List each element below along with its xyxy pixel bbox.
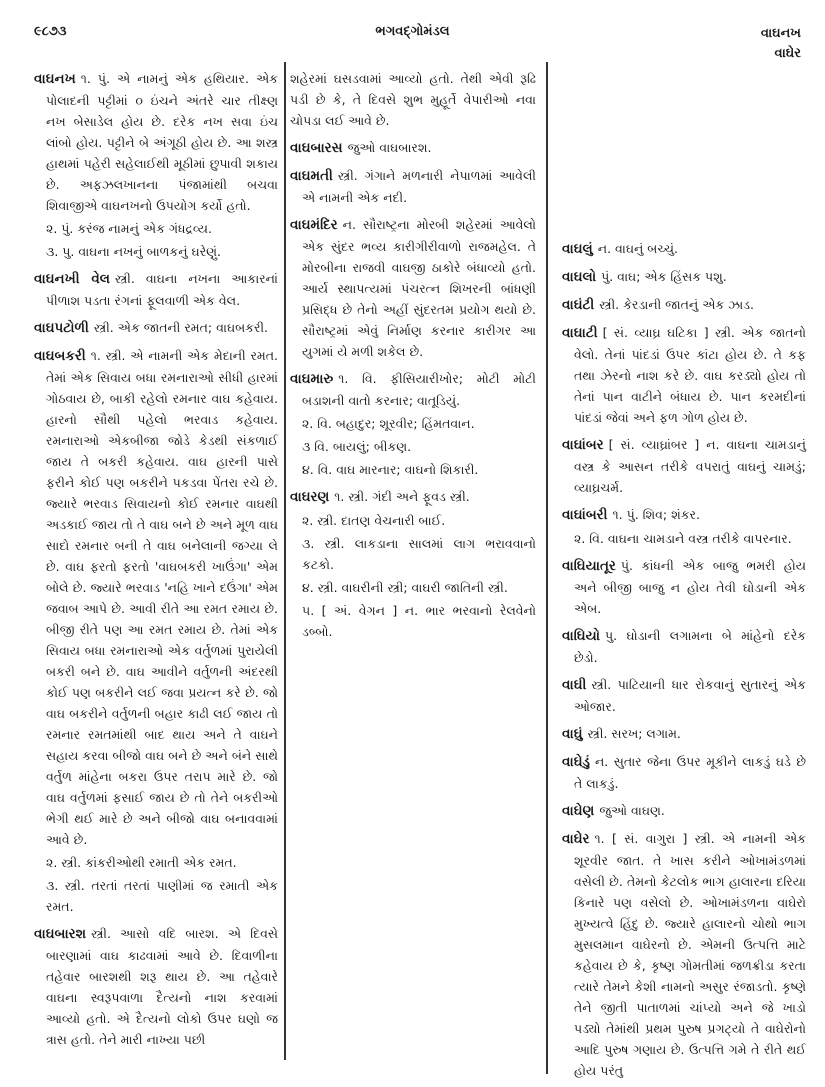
dictionary-entry xyxy=(290,368,536,480)
entry-definition: ૨. વિ. વાઘના ચામડાને વસ્ત્ર તરીકે વાપરનાર. xyxy=(574,531,792,546)
entry-headword: વાઘેણ xyxy=(562,803,595,819)
column-right xyxy=(562,238,806,1087)
entry-headword: વાઘંટી xyxy=(562,297,595,313)
entry-definition: ૩. પુ. વાઘના નખનું બાળકનું ઘરેણું. xyxy=(46,244,222,259)
entry-definition: સ્ત્રી. વાઘના નખના આકારનાં પીળાશ પડતા રંગનાં ફૂલવાળી એક વેલ. xyxy=(46,271,278,308)
entry-headword: વાઘલું xyxy=(562,241,593,257)
entry-definition: સ્ત્રી. કેરડાની જાતનું એક ઝાડ. xyxy=(599,297,755,312)
entry-headword: વાઘનખ xyxy=(34,71,76,87)
entry-definition: સ્ત્રી. આસો વદિ બારશ. એ દિવસે બારણામાં વાઘ કાઢવામાં આવે છે. દિવાળીના તહેવાર બારશથી શરૂ થાય છે. આ તહેવારે વાઘના સ્વરૂપવાળા દૈત્યનો નાશ કરવામાં આવ્યો હતો. એ દૈત્યનો લોકો ઉપર ઘણો જ ત્રાસ હતો. તેને મારી નાખ્યા પછી xyxy=(46,926,278,1047)
entry-definition: પું. કાંધની એક બાજુ ભમરી હોય અને બીજી બાજુ ન હોય તેવી ઘોડાની એક એબ. xyxy=(574,558,806,616)
dictionary-entry xyxy=(562,723,806,745)
entry-headword: વાઘાટી xyxy=(562,325,598,341)
entry-headword: વાઘિયો xyxy=(562,628,601,644)
dictionary-entry xyxy=(290,214,536,362)
dictionary-entry xyxy=(562,674,806,717)
dictionary-entry xyxy=(34,317,278,339)
dictionary-entry xyxy=(34,345,278,917)
dictionary-entry xyxy=(562,238,806,260)
entry-headword: વાઘમારુ xyxy=(290,371,334,387)
entry-definition: સ્ત્રી. સરખ; લગામ. xyxy=(587,726,681,741)
column-divider xyxy=(546,62,548,1074)
entry-definition: ૩ વિ. બાયલું; બીકણ. xyxy=(302,439,412,454)
dictionary-entry xyxy=(290,486,536,642)
book-title: ભગવદ્ગોમંડલ xyxy=(375,24,450,39)
entry-definition: પુ. ઘોડાની લગામના બે માંહેનો દરેક છેડો. xyxy=(574,628,806,665)
dictionary-entry xyxy=(562,828,806,1081)
entry-definition: ૨. પું. કરંજ નામનું એક ગંધદ્રવ્ય. xyxy=(46,221,212,236)
dictionary-entry xyxy=(290,165,536,208)
entry-definition: ૧. પું. શિવ; શંકર. xyxy=(612,507,700,522)
dictionary-entry xyxy=(562,266,806,288)
dictionary-entry xyxy=(290,68,536,131)
entry-headword: વાઘમંદિર xyxy=(290,217,338,233)
dictionary-entry xyxy=(562,625,806,668)
entry-definition: ૧. સ્ત્રી. ગંદી અને ફૂવડ સ્ત્રી. xyxy=(334,489,470,504)
dictionary-entry xyxy=(562,434,806,498)
entry-headword: વાઘબકરી xyxy=(34,348,86,364)
entry-headword: વાઘાંબર xyxy=(562,437,604,453)
entry-definition: ૪. સ્ત્રી. વાઘરીની સ્ત્રી; વાઘરી જાતિની સ્ત્રી. xyxy=(302,580,508,595)
entry-definition: શહેરમાં ઘસડવામાં આવ્યો હતો. તેથી એવી રૂઢિ પડી છે કે, તે દિવસે શુભ મુહૂર્તે વેપારીઓ નવા ચોપડા લઈ આવે છે. xyxy=(290,71,536,128)
entry-headword: વાઘું xyxy=(562,726,583,742)
column-divider xyxy=(284,62,286,1060)
dictionary-entry xyxy=(562,294,806,316)
page-number: ૯૮૭૩ xyxy=(34,24,67,39)
entry-headword: વાઘેર xyxy=(562,831,590,847)
entry-definition: ૧. [ સં. વાગુરા ] સ્ત્રી. એ નામની એક શૂરવીર જાત. તે ખાસ કરીને ઓખામંડળમાં વસેલી છે. તેમનો કેટલોક ભાગ હાલારના દરિયા કિનારે પણ વસેલો છે. ઓખામંડળના વાઘેરો મુખ્યત્વે હિંદુ છે. જ્યારે હાલારનો ચોથો ભાગ મુસલમાન વાઘેરનો છે. એમની ઉત્પત્તિ માટે કહેવાય છે કે, કૃષ્ણ ગોમતીમાં જળક્રીડા કરતા ત્યારે તેમને કેશી નામનો અસુર રંજાડતો. કૃષ્ણે તેને જીતી પાતાળમાં ચાંપ્યો અને જે ખાડો પડ્યો તેમાંથી પ્રથમ પુરુષ પ્રગટ્યો તે વાઘેરોનો આદિ પુરુષ ગણાય છે. ઉત્પત્તિ ગમે તે રીતે થઈ હોય પરંતુ xyxy=(574,831,806,1078)
entry-definition: ન. વાઘનું બચ્ચું. xyxy=(597,241,679,256)
entry-definition: સ્ત્રી. પાટિયાની ધાર રોકવાનું સુતારનું એક ઓજાર. xyxy=(574,677,806,714)
entry-definition: [ સં. વ્યાઘ્ર ઘટિકા ] સ્ત્રી. એક જાતનો વેલો. તેનાં પાંદડાં ઉપર કાંટા હોય છે. તે કફ તથા ઝેરનો નાશ કરે છે. વાઘ કરડ્યો હોય તો તેનાં પાન વાટીને બંધાય છે. પાન કરમદીનાં પાંદડાં જેવાં અને ફળ ગોળ હોય છે. xyxy=(574,325,806,425)
column-left xyxy=(34,68,278,1056)
dictionary-entry xyxy=(562,322,806,428)
entry-definition: જુઓ વાઘણ. xyxy=(599,803,665,818)
entry-headword: વાઘરણ xyxy=(290,489,330,505)
dictionary-entry xyxy=(562,504,806,549)
entry-definition: સ્ત્રી. એક જાતની રમત; વાઘબકરી. xyxy=(93,320,268,335)
dictionary-entry xyxy=(34,268,278,311)
entry-headword: વાઘાંબરી xyxy=(562,507,608,523)
guide-word-last: વાઘેર xyxy=(774,46,801,61)
entry-headword: વાઘનખી વેલ xyxy=(34,271,110,287)
entry-definition: ૧. સ્ત્રી. એ નામની એક મેદાની રમત. તેમાં એક સિવાય બધા રમનારાઓ સીધી હારમાં ગોઠવાય છે, બાકી રહેલો રમનાર વાઘ કહેવાય. હારનો સૌથી પહેલો ભરવાડ કહેવાય. રમનારાઓ એકબીજા જોડે કેડથી સંકળાઈ જાય તે બકરી કહેવાય. વાઘ હારની પાસે ફરીને કોઈ પણ બકરીને પકડવા પેંતરા રચે છે. જ્યારે ભરવાડ સિવાયનો કોઈ રમનાર વાઘથી અડકાઈ જાય તો તે વાઘ બને છે અને મૂળ વાઘ સાદો રમનાર બની તે વાઘ બનેલાની જગ્યા લે છે. વાઘ ફરતો ફરતો 'વાઘબકરી ખાઉંગા' એમ બોલે છે. જ્યારે ભરવાડ 'નહિ ખાને દઉંગા' એમ જવાબ આપે છે. આવી રીતે આ રમત રમાય છે. બીજી રીતે પણ આ રમત રમાય છે. તેમાં એક સિવાય બધા રમનારાઓ એક વર્તુળમાં પુરાયેલી બકરી બને છે. વાઘ આવીને વર્તુળની અંદરથી કોઈ પણ બકરીને લઈ જવા પ્રયત્ન કરે છે. જો વાઘ બકરીને વર્તુળની બહાર કાઢી લઈ જાય તો રમનાર રમતમાંથી બાદ થાય અને તે વાઘને સહાય કરવા બીજો વાઘ બને છે અને બંને સાથે વર્તુળ માંહેના બકરા ઉપર તરાપ મારે છે. જો વાઘ વર્તુળમાં ફસાઈ જાય છે તો તેને બકરીઓ ભેગી થઈ મારે છે અને બીજો વાઘ બનાવવામાં આવે છે. xyxy=(46,348,278,847)
dictionary-entry xyxy=(34,68,278,262)
entry-definition: જુઓ વાઘબારશ. xyxy=(347,140,432,155)
entry-headword: વાઘબારશ xyxy=(34,926,87,942)
dictionary-entry xyxy=(290,137,536,159)
entry-definition: ૧. વિ. ફીસિયારીખોર; મોટી મોટી બડાશની વાતો કરનાર; વાતૂડિયું. xyxy=(302,371,536,408)
guide-words xyxy=(761,24,801,64)
entry-definition: ૨. વિ. બહાદુર; શૂરવીર; હિંમતવાન. xyxy=(302,416,475,431)
entry-definition: ૨. સ્ત્રી. કાંકરીઓથી રમાતી એક રમત. xyxy=(46,855,237,870)
entry-definition: ૧. પું. એ નામનું એક હથિયાર. એક પોલાદની પટ્ટીમાં ૦ ઇંચને અંતરે ચાર તીક્ષ્ણ નખ બેસાડેલ હોય છે. દરેક નખ સવા ઇંચ લાંબો હોય. પટ્ટીને બે અંગૂઠી હોય છે. આ શસ્ત્ર હાથમાં પહેરી સહેલાઈથી મૂઠીમાં છુપાવી શકાય છે. અફઝલખાનના પંજામાંથી બચવા શિવાજીએ વાઘનખનો ઉપયોગ કર્યો હતો. xyxy=(46,71,278,213)
entry-definition: ૩. સ્ત્રી. તરતાં તરતાં પાણીમાં જ રમાતી એક રમત. xyxy=(46,878,278,914)
column-middle xyxy=(290,68,536,648)
dictionary-entry xyxy=(562,555,806,619)
entry-headword: વાઘિયાતૂર xyxy=(562,558,616,574)
entry-headword: વાઘમતી xyxy=(290,168,333,184)
entry-headword: વાઘેડું xyxy=(562,754,590,770)
entry-definition: [ સં. વ્યાઘ્રાંબર ] ન. વાઘના ચામડાનું વસ્ત્ર કે આસન તરીકે વપરાતું વાઘનું ચામડું; વ્યાઘ્રચર્મ. xyxy=(574,437,806,495)
entry-headword: વાઘલો xyxy=(562,269,597,285)
entry-definition: ૫. [ અં. વેગન ] ન. ભાર ભરવાનો રેલવેનો ડબ્બો. xyxy=(302,603,536,639)
entry-headword: વાઘબારસ xyxy=(290,140,343,156)
entry-definition: ૩. સ્ત્રી. લાકડાના સાલમાં લાગ ભરાવવાનો કટકો. xyxy=(302,536,536,572)
entry-headword: વાઘી xyxy=(562,677,587,693)
entry-definition: પું. વાઘ; એક હિંસક પશુ. xyxy=(601,269,727,284)
entry-definition: ૪. વિ. વાઘ મારનાર; વાઘનો શિકારી. xyxy=(302,462,479,477)
entry-definition: ૨. સ્ત્રી. દાતણ વેચનારી બાઈ. xyxy=(302,513,446,528)
entry-headword: વાઘપટોળી xyxy=(34,320,89,336)
dictionary-entry xyxy=(562,800,806,822)
entry-definition: સ્ત્રી. ગંગાને મળનારી નેપાળમાં આવેલી એ નામની એક નદી. xyxy=(302,168,536,205)
dictionary-entry xyxy=(562,751,806,794)
entry-definition: ન. સુતાર જેના ઉપર મૂકીને લાકડું ઘડે છે તે લાકડું. xyxy=(574,754,806,791)
entry-definition: ન. સૌરાષ્ટ્રના મોરબી શહેરમાં આવેલો એક સુંદર ભવ્ય કારીગીરીવાળો રાજમહેલ. તે મોરબીના રાજવી વાઘજી ઠાકોરે બંધાવ્યો હતો. આર્ય સ્થાપત્યમાં પંચરત્ન શિખરની બાંધણી પ્રસિદ્ધ છે તેનો અહીં સુંદરતમ પ્રયોગ થયો છે. સૌરાષ્ટ્રમાં એવું નિર્માણ કરનાર કારીગર આ યુગમાં યે મળી શકેલ છે. xyxy=(302,217,536,359)
guide-word-first: વાઘનખ xyxy=(760,26,801,41)
dictionary-entry xyxy=(34,923,278,1050)
